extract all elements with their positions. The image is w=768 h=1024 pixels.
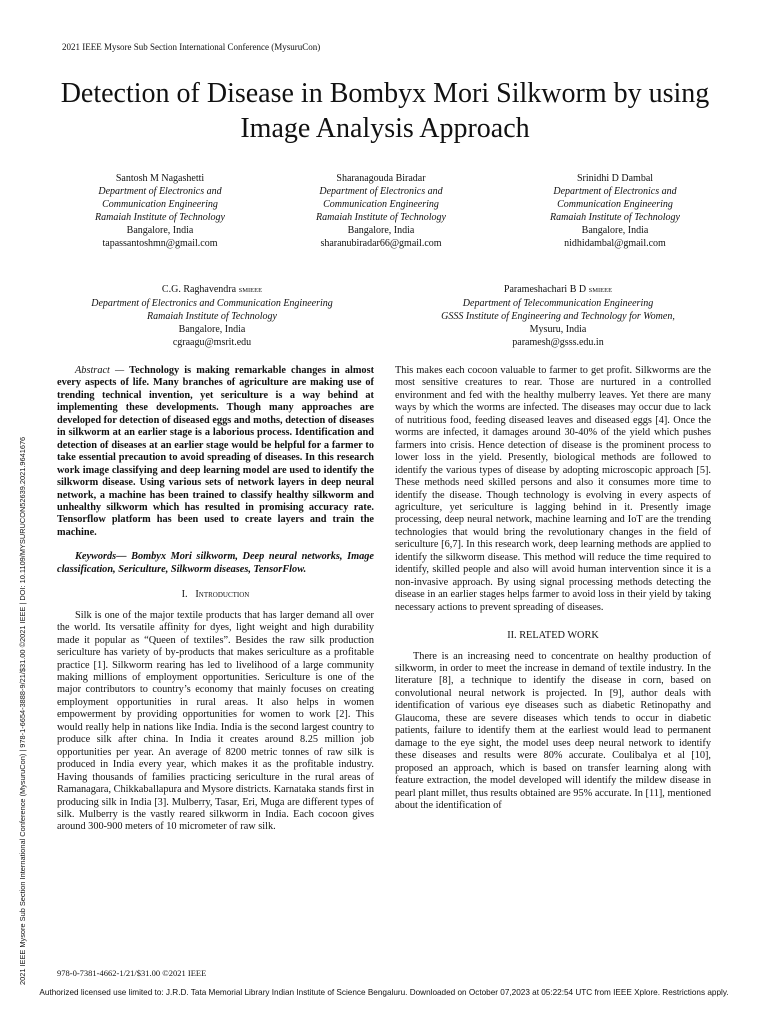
author-name: Santosh M Nagashetti [115, 173, 205, 184]
author-city: Bangalore, India [581, 225, 649, 236]
author-block [266, 172, 496, 250]
author-email: cgraagu@msrit.edu [172, 337, 252, 348]
author-institute: Ramaiah Institute of Technology [147, 311, 277, 322]
author-dept: Department of Electronics and [319, 186, 443, 197]
author-dept: Department of Electronics and [98, 186, 222, 197]
author-name: Srinidhi D Dambal [576, 173, 654, 184]
author-suffix: SMIEEE [588, 287, 613, 294]
abstract [57, 365, 374, 539]
author-email: nidhidambal@gmail.com [564, 238, 666, 249]
abstract-body: Technology is making remarkable changes in almost every aspects of life. Many branches of agriculture are making use of trending technical invention, yet sericulture is a way behind at implementing these developments. Though many approaches are developed for detection of diseased eggs and moths, detection of diseases in silkworm at an earlier stage is a laborious process. Identification and detection of diseases at an earlier stage would be helpful for a farmer to take essential precaution to avoid spreading of diseases. In this research work image classifying and deep learning model are used to identify the silkworm disease. Using various sets of network layers in deep neural network, a machine has been trained to classify healthy silkworm and unhealthy silkworm which has resulted in promising accuracy rate. Tensorflow platform has been used to create layers and train the machine. [57, 365, 375, 538]
abstract-lead: Abstract — [75, 365, 125, 376]
author-email: sharanubiradar66@gmail.com [320, 238, 442, 249]
footer-copyright: 978-0-7381-4662-1/21/$31.00 ©2021 IEEE [57, 968, 207, 978]
author-name: C.G. Raghavendra [161, 284, 237, 295]
author-institute: Ramaiah Institute of Technology [316, 212, 446, 223]
author-block [500, 172, 730, 250]
keywords: Keywords— Bombyx Mori silkworm, Deep neural networks, Image classification, Sericulture, Silkworm diseases, TensorFlow. [57, 551, 374, 575]
author-suffix: SMIEEE [238, 287, 263, 294]
authorized-use-notice: Authorized licensed use limited to: J.R.D. Tata Memorial Library Indian Institute of Science Bengaluru. Downloaded on October 07,2023 at 05:22:54 UTC from IEEE Xplore. Restrictions apply. [39, 988, 729, 997]
introduction-paragraph: Silk is one of the major textile products that has larger demand all over the world. Its versatile affinity for dyes, light weight and high durability made it popular as “Queen of textiles”. Besides the raw silk production sericulture has variety of by-products that makes sericulture as a profitable practice [1]. Silkworm rearing has led to livelihood of a large community making millions of employment opportunities. Sericulture is one of the major contributors to country’s economy that mainly focuses on creating employment opportunities in rural areas. It also helps in women empowerment by providing opportunities for women to work [2]. This would really help in nations like India. India is the second largest country to produce silk after china. In India it creates around 8.25 million job opportunities per year. An average of 8200 metric tonnes of raw silk is produced in India every year, which makes it as the profitable industry. Having thousands of families practicing sericulture in the rural areas of Ramanagara, Chikkaballapura and Mysore districts. Karnataka stands first in producing silk in India [3]. Mulberry, Tasar, Eri, Muga are different types of silk. Mulberry is the vastly reared silkworm in India. Each cocoon gives around 300-900 meters of 10 micrometer of raw silk. [57, 609, 374, 833]
author-dept: Department of Telecommunication Engineering [462, 298, 654, 309]
author-block [398, 283, 718, 349]
author-name: Sharanagouda Biradar [336, 173, 426, 184]
author-email: paramesh@gsss.edu.in [512, 337, 604, 348]
introduction-continued: This makes each cocoon valuable to farmer to get profit. Silkworms are the most sensitive creatures to rear. Those are nurtured in a controlled environment and fed with the healthy mulberry leaves. Yet there are many ways by which the worms are infected. The diseases may occur due to lack of nutritious food, feeding diseased leaves and diseased eggs [4]. Once the worms are infected, it damages around 30-40% of the yield which pushes farmers into crisis. Hence detection of disease is the prominent process to lower loss in the yield. Presently, biological methods are followed to identify the various types of disease by adopting microscopic approach [5]. These methods need skilled persons and also it consumes more time to identify the disease. Though technology is evolving in every aspects of agriculture, yet sericulture is lagging behind in it. Presently image processing, deep neural network, machine learning and IoT are the trending technologies that would bring the revolutionary changes in the field of sericulture [6,7]. In this research work, deep learning methods are applied to identify the silkworm disease. This method will reduce the time required to identify, skilled people and also will avoid human intervention since it is a non-invasive approach. By using signal processing methods detecting the disease in an earlier stages helps farmer to avoid loss in their yield by taking necessary actions to prevent spreading of diseases. [395, 365, 711, 613]
conference-header: 2021 IEEE Mysore Sub Section International Conference (MysuruCon) [62, 42, 321, 52]
author-city: Mysuru, India [529, 324, 587, 335]
author-city: Bangalore, India [347, 225, 415, 236]
author-institute: Ramaiah Institute of Technology [95, 212, 225, 223]
related-work-paragraph: There is an increasing need to concentrate on healthy production of silkworm, in order to meet the increase in demand of textile industry. In the literature [8], a technique to identify the disease in corn, based on convolutional neural network is projected. In [9], author deals with identification of various eye diseases such as diabetic Retinopathy and Glaucoma, these are severe diseases which tends to occur in diabetic patients, failure to identify them at the earliest would lead to permanent damage to the eye sight, the model uses deep neural network to identify these diseases and results were 80% accurate. Coulibalya et al [10], proposed an approach, which is based on transfer learning along with feature extraction, the model developed will identify the mildew disease in pearl plant millet, thus results obtained are 95% accurate. In [11], mentioned about the identification of [395, 650, 711, 811]
author-name: Parameshachari B D [503, 284, 587, 295]
side-margin-citation: 2021 IEEE Mysore Sub Section International Conference (MysuruCon) | 978-1-6654-3888-9/21/$31.00 ©2021 IEEE | DOI: 10.1109/MYSURUCON52639.2021.9641676 [18, 436, 27, 985]
author-email: tapassantoshmn@gmail.com [102, 238, 218, 249]
author-city: Bangalore, India [178, 324, 246, 335]
paper-title: Detection of Disease in Bombyx Mori Silkworm by using Image Analysis Approach [60, 78, 710, 144]
author-dept: Communication Engineering [323, 199, 439, 210]
author-institute: Ramaiah Institute of Technology [550, 212, 680, 223]
author-institute: GSSS Institute of Engineering and Technology for Women, [441, 311, 675, 322]
author-dept: Communication Engineering [557, 199, 673, 210]
author-block [52, 283, 372, 349]
author-city: Bangalore, India [126, 225, 194, 236]
right-column [395, 365, 711, 812]
author-block [45, 172, 275, 250]
section-heading-introduction: I. Introduction [181, 589, 250, 601]
left-column [57, 365, 374, 834]
author-dept: Department of Electronics and [553, 186, 677, 197]
section-heading-related-work: II. RELATED WORK [507, 630, 599, 642]
author-dept: Department of Electronics and Communication Engineering [91, 298, 333, 309]
author-dept: Communication Engineering [102, 199, 218, 210]
